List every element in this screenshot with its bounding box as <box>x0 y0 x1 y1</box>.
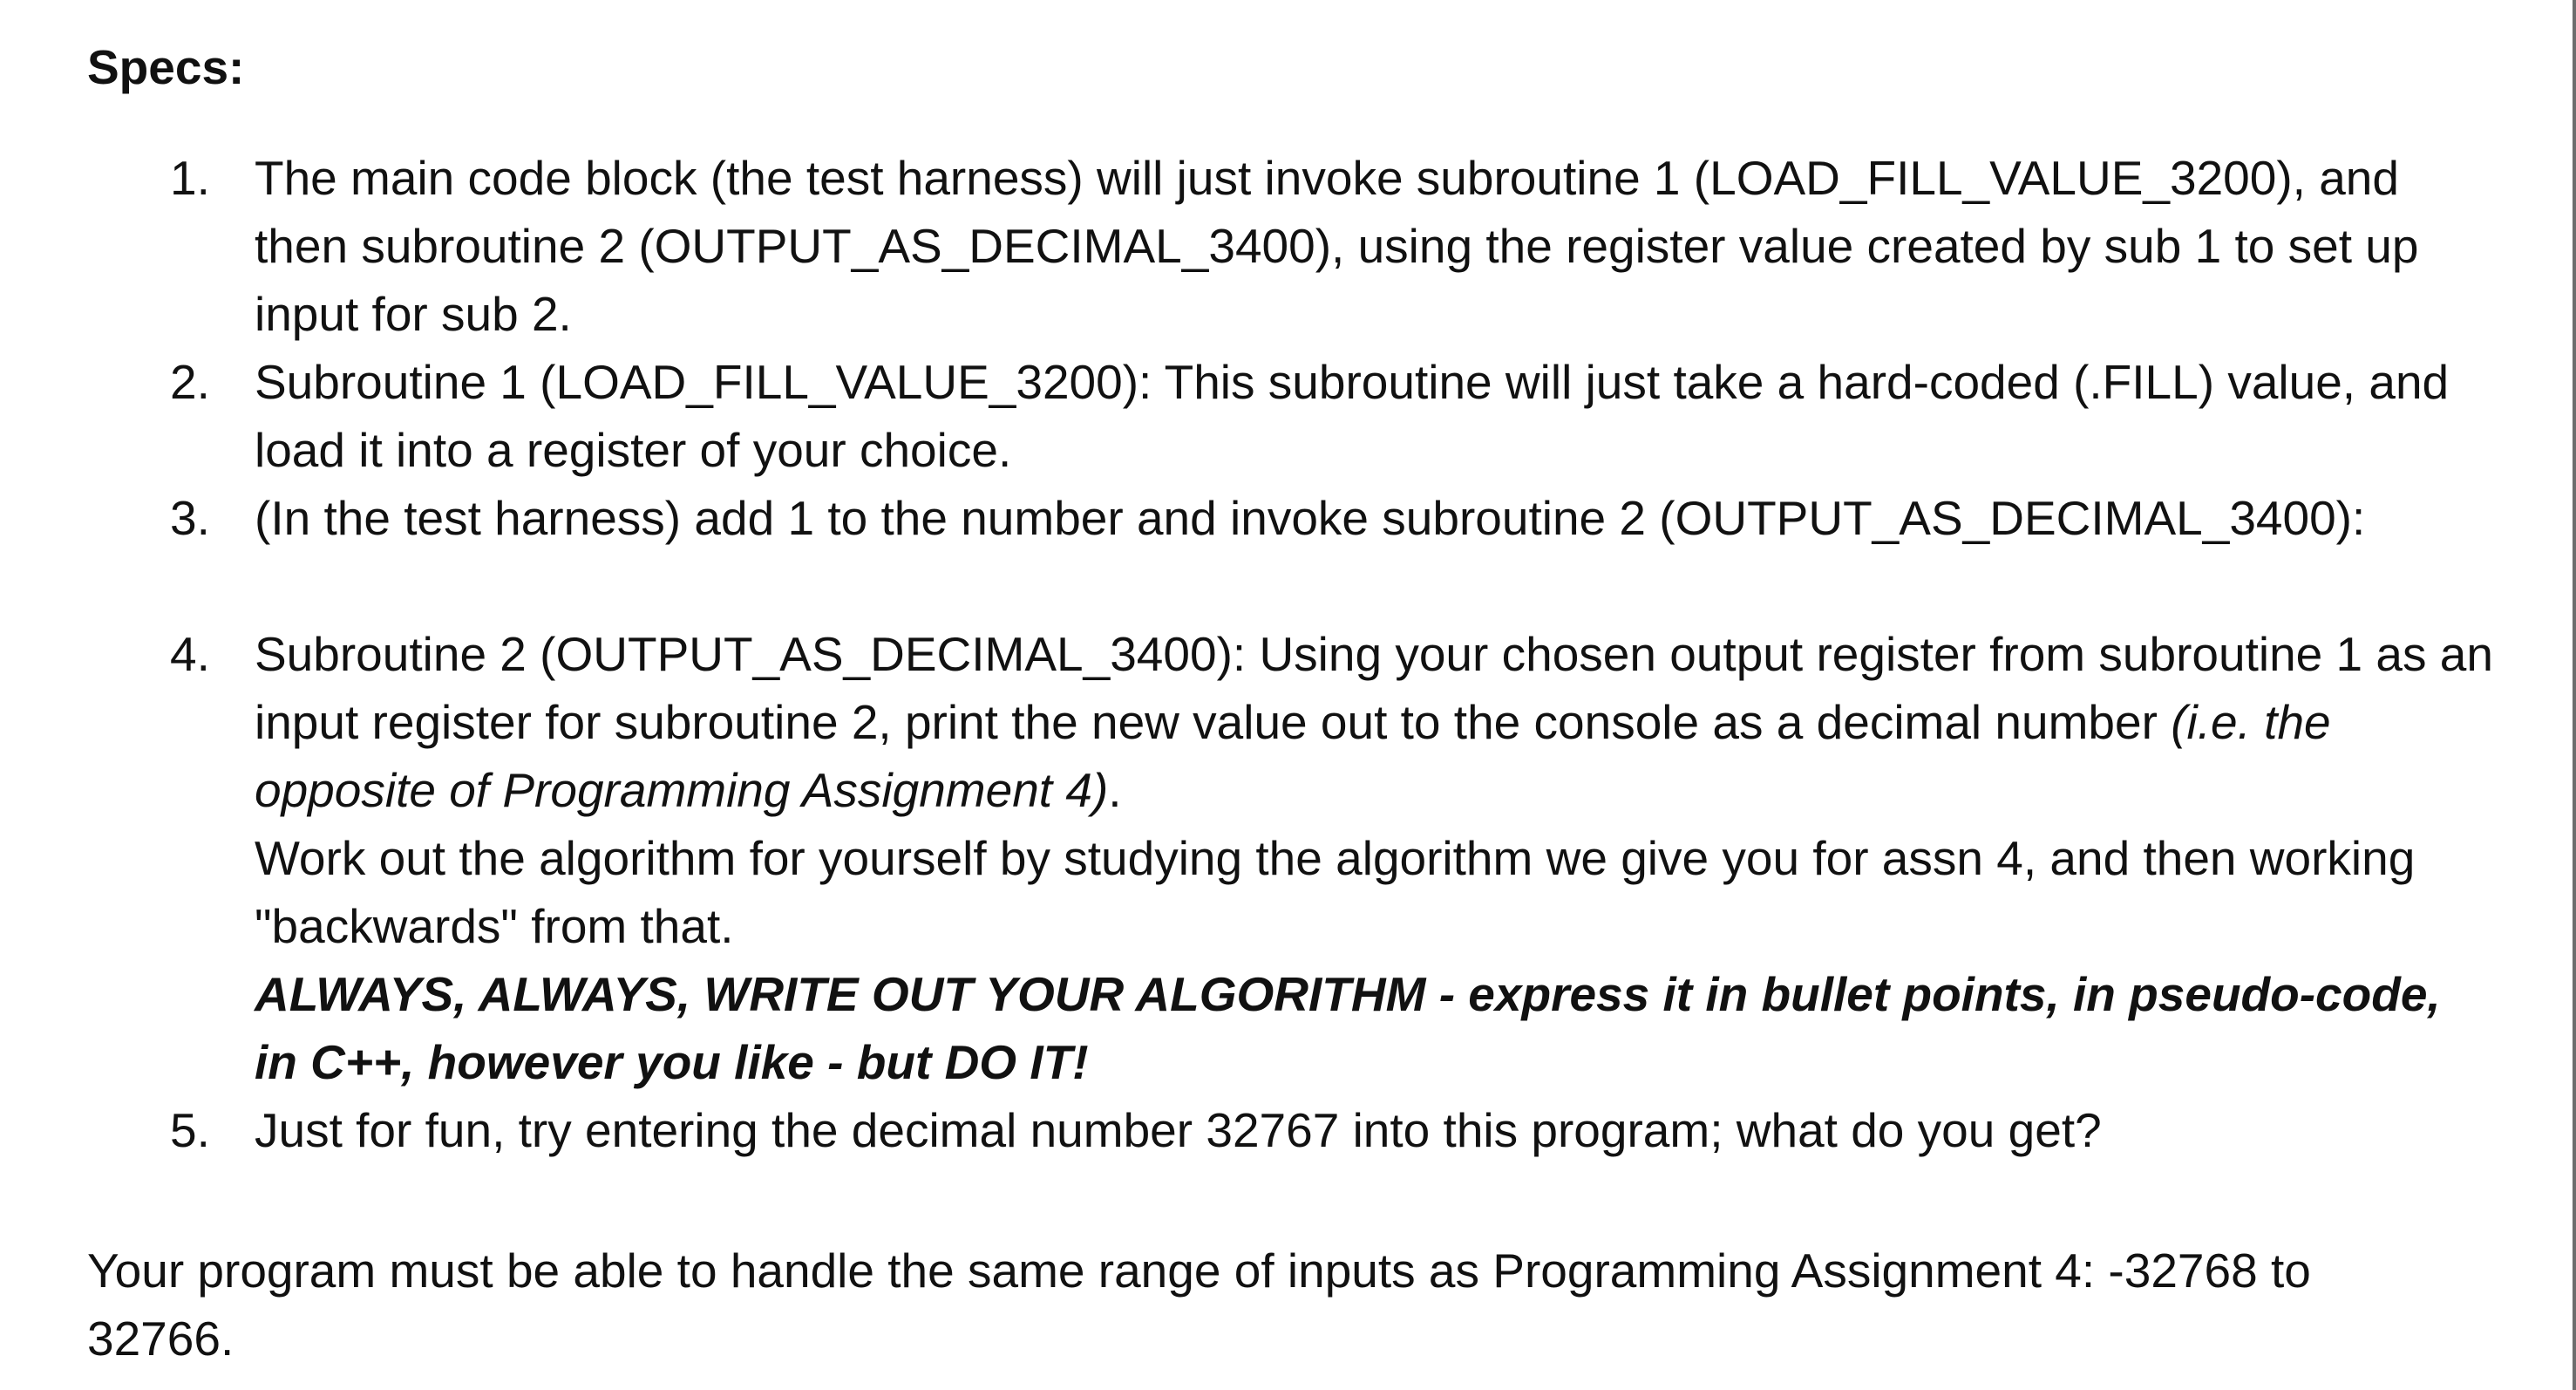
spec-item-1 <box>0 144 2493 348</box>
spec-number: 3. <box>170 491 210 545</box>
spec-item-3 <box>0 484 2493 620</box>
spec-text: Just for fun, try entering the decimal number 32767 into this program; what do you get? <box>255 1103 2102 1157</box>
spec-text-tail: . <box>1108 763 1122 817</box>
specs-list <box>0 144 2493 1164</box>
spec-text <box>255 620 2493 824</box>
spec-text-italic: (i.e. the opposite of Programming Assignment 4) <box>255 695 2331 817</box>
spec-paragraph-emphasis: ALWAYS, ALWAYS, WRITE OUT YOUR ALGORITHM - express it in bullet points, in pseudo-code, in C++, however you like - but DO IT! <box>255 967 2441 1089</box>
spec-number: 5. <box>170 1103 210 1157</box>
range-requirement-text: Your program must be able to handle the same range of inputs as Programming Assignment 4: -32768 to 32766. <box>87 1244 2311 1366</box>
spec-text: The main code block (the test harness) will just invoke subroutine 1 (LOAD_FILL_VALUE_3200), and then subroutine 2 (OUTPUT_AS_DECIMAL_3400), using the register value created by sub 1 to set up input for sub 2. <box>255 151 2419 341</box>
specs-heading: Specs: <box>87 40 245 94</box>
spec-item-2 <box>0 348 2493 484</box>
page-edge-divider <box>2573 0 2576 1390</box>
spec-item-4 <box>0 620 2493 1096</box>
spec-paragraph-algorithm: Work out the algorithm for yourself by studying the algorithm we give you for assn 4, and then working "backwards" from that. <box>255 831 2416 953</box>
spec-number: 4. <box>170 627 210 681</box>
spec-text: Subroutine 1 (LOAD_FILL_VALUE_3200): This subroutine will just take a hard-coded (.FILL) value, and load it into a register of your choice. <box>255 355 2450 477</box>
spec-item-5 <box>0 1096 2493 1164</box>
spec-text-lead: Subroutine 2 (OUTPUT_AS_DECIMAL_3400): Using your chosen output register from subroutine 1 as an input register for subroutine 2, print the new value out to the console as a decimal number <box>255 627 2493 749</box>
spec-number: 2. <box>170 355 210 409</box>
spec-number: 1. <box>170 151 210 205</box>
spec-text: (In the test harness) add 1 to the number and invoke subroutine 2 (OUTPUT_AS_DECIMAL_3400): <box>255 491 2366 545</box>
